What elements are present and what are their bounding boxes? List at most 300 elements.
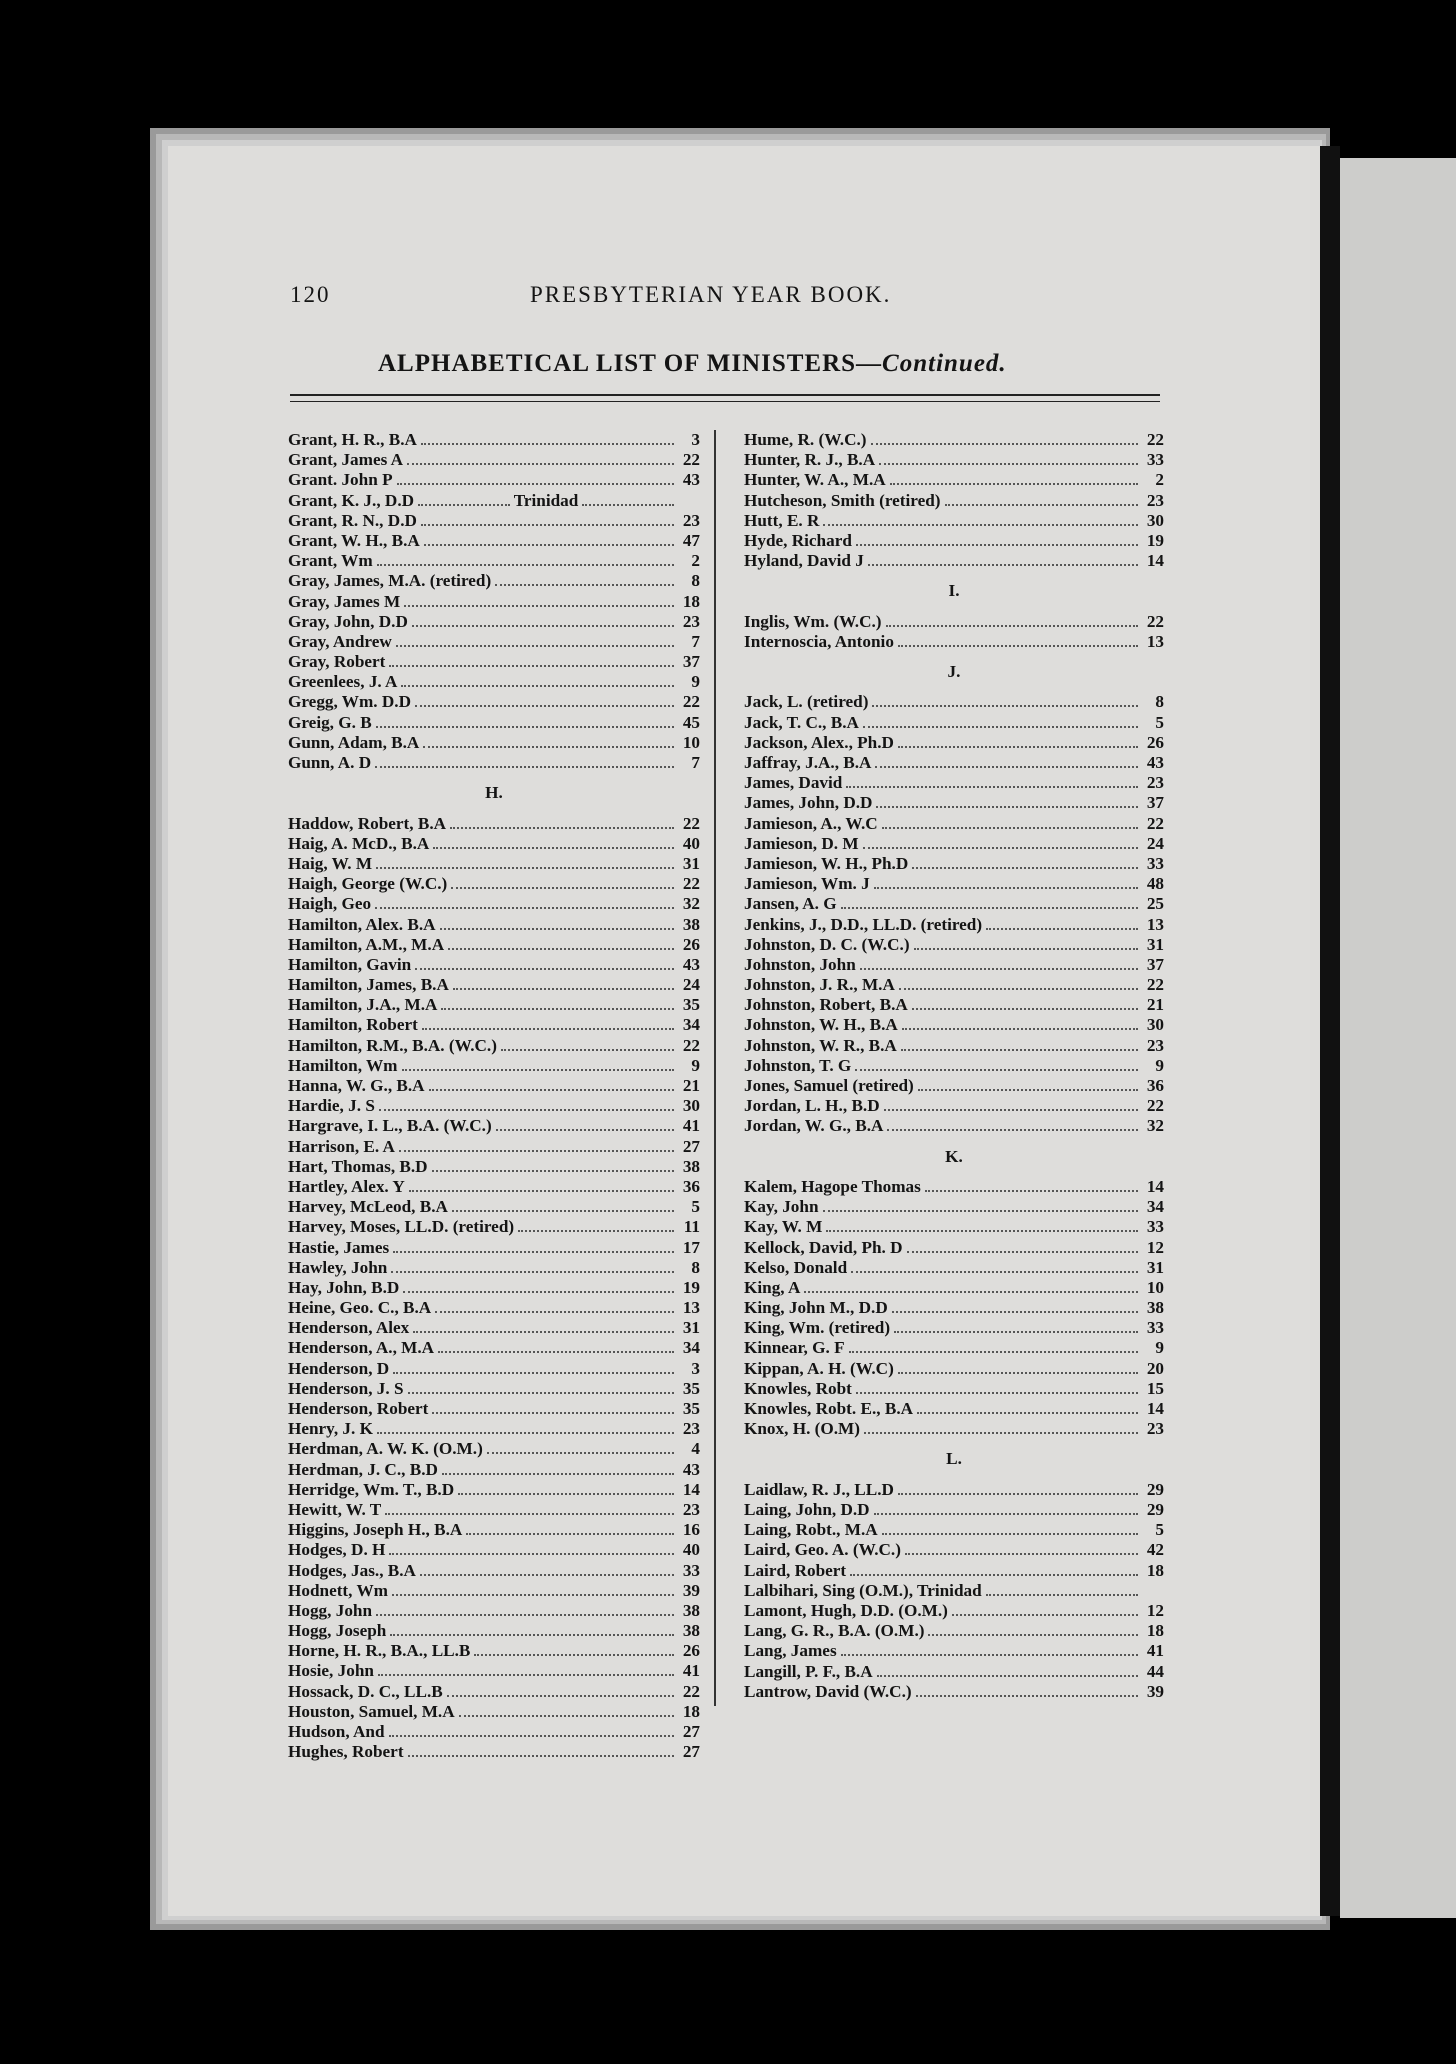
minister-entry (288, 894, 700, 914)
dot-leader (872, 693, 1138, 707)
minister-entry (744, 1561, 1164, 1581)
dot-leader (912, 855, 1138, 869)
dot-leader (423, 734, 674, 748)
dot-leader (390, 1622, 674, 1636)
dot-leader (856, 1380, 1138, 1394)
minister-entry (288, 1661, 700, 1681)
title-main: ALPHABETICAL LIST OF MINISTERS— (378, 350, 883, 377)
presbytery-number: 31 (1146, 1257, 1164, 1277)
presbytery-number: 22 (1146, 813, 1164, 833)
minister-name: Jamieson, A., W.C (744, 813, 878, 833)
minister-entry (288, 1076, 700, 1096)
presbytery-number: 37 (682, 652, 700, 672)
minister-name: Hume, R. (W.C.) (744, 430, 867, 449)
presbytery-number: 26 (682, 1641, 700, 1661)
minister-name: Lamont, Hugh, D.D. (O.M.) (744, 1600, 948, 1620)
dot-leader (422, 1016, 674, 1030)
minister-entry (288, 1258, 700, 1278)
minister-entry (744, 1581, 1164, 1601)
minister-entry (288, 1621, 700, 1641)
dot-leader (823, 1198, 1138, 1212)
minister-entry (288, 450, 700, 470)
minister-name: Hutcheson, Smith (retired) (744, 490, 941, 510)
dot-leader (420, 1562, 674, 1576)
minister-name: Gray, Andrew (288, 631, 392, 651)
dot-leader (855, 1057, 1138, 1071)
presbytery-number: 38 (682, 914, 700, 934)
minister-name: Heine, Geo. C., B.A (288, 1298, 432, 1318)
dot-leader (882, 815, 1138, 829)
presbytery-number: 11 (683, 1217, 700, 1237)
presbytery-number: 14 (682, 1479, 700, 1499)
dot-leader (378, 1662, 674, 1676)
presbytery-number: 22 (682, 1681, 700, 1701)
dot-leader (928, 1622, 1138, 1636)
minister-entry (288, 1298, 700, 1318)
dot-leader (418, 492, 510, 506)
presbytery-number: 23 (1146, 1035, 1164, 1055)
dot-leader (408, 1380, 674, 1394)
dot-leader (389, 1541, 674, 1555)
minister-entry (288, 692, 700, 712)
presbytery-number: 27 (682, 1742, 700, 1762)
minister-name: Hanna, W. G., B.A (288, 1076, 425, 1096)
minister-name: King, John M., D.D (744, 1298, 888, 1318)
minister-entry (744, 430, 1164, 450)
presbytery-number: 38 (682, 1621, 700, 1641)
minister-entry (288, 1641, 700, 1661)
minister-entry (744, 551, 1164, 571)
dot-leader (823, 512, 1138, 526)
minister-name: Kinnear, G. F (744, 1338, 845, 1358)
minister-name: Laidlaw, R. J., LL.D (744, 1479, 894, 1499)
presbytery-number: 7 (691, 631, 700, 651)
minister-entry (744, 793, 1164, 813)
minister-name: Jack, T. C., B.A (744, 712, 859, 732)
presbytery-number: 5 (1155, 1520, 1164, 1540)
presbytery-number: 22 (1146, 1096, 1164, 1116)
minister-entry (744, 854, 1164, 874)
minister-entry (288, 491, 700, 511)
presbytery-number: 4 (691, 1439, 700, 1459)
minister-entry (744, 1076, 1164, 1096)
minister-entry (744, 894, 1164, 914)
minister-entry (744, 1217, 1164, 1237)
minister-name: Herridge, Wm. T., B.D (288, 1479, 455, 1499)
dot-leader (850, 1562, 1138, 1576)
minister-name: Hamilton, Wm (288, 1055, 398, 1075)
minister-name: Henderson, Robert (288, 1399, 429, 1419)
minister-name: Hamilton, Robert (288, 1015, 418, 1035)
dot-leader (440, 916, 674, 930)
section-letter: I. (948, 581, 960, 601)
minister-entry (744, 1338, 1164, 1358)
minister-entry (288, 814, 700, 834)
minister-entry (288, 1278, 700, 1298)
minister-name: Grant, H. R., B.A (288, 430, 417, 449)
title-rule (290, 394, 1160, 396)
minister-entry (288, 1419, 700, 1439)
minister-name: Jamieson, Wm. J (744, 874, 870, 894)
minister-name: Jamieson, D. M (744, 833, 859, 853)
minister-name: Gray, James M (288, 591, 401, 611)
presbytery-number: 37 (1146, 793, 1164, 813)
dot-leader (421, 431, 674, 445)
minister-entry (744, 1662, 1164, 1682)
dot-leader (433, 835, 674, 849)
minister-name: Hart, Thomas, B.D (288, 1156, 428, 1176)
minister-name: Johnston, Robert, B.A (744, 995, 908, 1015)
presbytery-number: 25 (1146, 894, 1164, 914)
dot-leader (518, 1218, 674, 1232)
presbytery-number: 13 (1146, 914, 1164, 934)
minister-name: Haigh, Geo (288, 894, 372, 914)
minister-entry (288, 592, 700, 612)
minister-entry (744, 1419, 1164, 1439)
presbytery-number: 40 (682, 833, 700, 853)
presbytery-number: 22 (682, 874, 700, 894)
presbytery-number: 3 (691, 430, 700, 449)
dot-leader (864, 1420, 1138, 1434)
minister-name: Henderson, Alex (288, 1318, 410, 1338)
minister-name: Gregg, Wm. D.D (288, 692, 412, 712)
presbytery-number: 22 (682, 450, 700, 470)
presbytery-number: 32 (682, 894, 700, 914)
dot-leader (459, 1703, 674, 1717)
minister-entry (288, 652, 700, 672)
minister-entry (744, 995, 1164, 1015)
dot-leader (397, 471, 674, 485)
minister-name: Gunn, A. D (288, 753, 372, 772)
presbytery-number: 5 (1155, 712, 1164, 732)
minister-entry (288, 1722, 700, 1742)
minister-name: Hamilton, J.A., M.A (288, 995, 438, 1015)
presbytery-number: 33 (1146, 1318, 1164, 1338)
minister-name: Johnston, D. C. (W.C.) (744, 934, 910, 954)
minister-name: Haigh, George (W.C.) (288, 874, 448, 894)
minister-name: Johnston, W. H., B.A (744, 1015, 898, 1035)
minister-entry (744, 814, 1164, 834)
minister-name: Haddow, Robert, B.A (288, 813, 447, 833)
dot-leader (849, 1339, 1138, 1353)
minister-name: Lalbihari, Sing (O.M.), Trinidad (744, 1580, 982, 1600)
left-column (288, 430, 700, 1762)
page-number: 120 (290, 282, 331, 307)
minister-name: Hogg, Joseph (288, 1621, 387, 1641)
dot-leader (868, 552, 1138, 566)
title-rule-thin (290, 401, 1160, 402)
minister-name: Jamieson, W. H., Ph.D (744, 853, 909, 873)
minister-name: Hogg, John (288, 1600, 373, 1620)
minister-entry (744, 450, 1164, 470)
presbytery-number: 33 (682, 1560, 700, 1580)
presbytery-number: 35 (682, 1399, 700, 1419)
dot-leader (403, 1279, 674, 1293)
dot-leader (438, 1339, 674, 1353)
minister-entry (744, 1036, 1164, 1056)
presbytery-number: 41 (682, 1661, 700, 1681)
dot-leader (918, 1077, 1138, 1091)
minister-name: Haig, A. McD., B.A (288, 833, 430, 853)
presbytery-number: 42 (1146, 1540, 1164, 1560)
presbytery-number: 5 (691, 1197, 700, 1217)
minister-entry (744, 834, 1164, 854)
dot-leader (407, 451, 674, 465)
dot-leader (902, 1016, 1138, 1030)
dot-leader (377, 1420, 674, 1434)
minister-entry (288, 1157, 700, 1177)
dot-leader (496, 1117, 674, 1131)
presbytery-number: 37 (1146, 954, 1164, 974)
minister-name: Gunn, Adam, B.A (288, 732, 420, 752)
presbytery-number: 26 (1146, 732, 1164, 752)
minister-entry (288, 1318, 700, 1338)
minister-name: Gray, John, D.D (288, 611, 408, 631)
presbytery-number: 23 (1146, 1419, 1164, 1439)
dot-leader (401, 673, 674, 687)
presbytery-number: 34 (1146, 1197, 1164, 1217)
minister-name: Johnston, T. G (744, 1055, 852, 1075)
minister-name: Knox, H. (O.M) (744, 1419, 861, 1439)
minister-name: Johnston, J. R., M.A (744, 975, 895, 995)
minister-name: Hyland, David J (744, 551, 864, 571)
dot-leader (952, 1602, 1138, 1616)
presbytery-number: 22 (1146, 975, 1164, 995)
presbytery-number: 13 (682, 1298, 700, 1318)
minister-entry (744, 733, 1164, 753)
minister-name: Gray, James, M.A. (retired) (288, 571, 492, 591)
dot-leader (846, 774, 1138, 788)
presbytery-number: 31 (682, 853, 700, 873)
running-header (290, 282, 930, 322)
presbytery-number: 19 (682, 1277, 700, 1297)
minister-entry (288, 1137, 700, 1157)
facing-page-edge (1340, 158, 1456, 1918)
dot-leader (376, 714, 674, 728)
minister-entry (288, 1682, 700, 1702)
minister-entry (288, 1581, 700, 1601)
presbytery-number: 40 (682, 1540, 700, 1560)
minister-name: Jordan, L. H., B.D (744, 1096, 880, 1116)
dot-leader (890, 471, 1138, 485)
dot-leader (841, 1642, 1138, 1656)
minister-entry (288, 1056, 700, 1076)
minister-name: Jansen, A. G (744, 894, 837, 914)
dot-leader (408, 1743, 674, 1757)
minister-name: King, Wm. (retired) (744, 1318, 891, 1338)
minister-entry (288, 632, 700, 652)
dot-leader (404, 593, 674, 607)
minister-name: Hawley, John (288, 1257, 388, 1277)
dot-leader (448, 936, 674, 950)
minister-name: Kelso, Donald (744, 1257, 848, 1277)
minister-name: Jack, L. (retired) (744, 692, 869, 712)
dot-leader (377, 552, 674, 566)
minister-name: Harvey, McLeod, B.A (288, 1197, 448, 1217)
presbytery-number: 9 (691, 1055, 700, 1075)
minister-name: Grant, Wm (288, 551, 373, 571)
minister-name: Grant, R. N., D.D (288, 510, 417, 530)
dot-leader (379, 1097, 674, 1111)
dot-leader (447, 1683, 674, 1697)
minister-name: Greenlees, J. A (288, 672, 398, 692)
presbytery-number: 33 (1146, 853, 1164, 873)
minister-entry (744, 1682, 1164, 1702)
dot-leader (389, 1723, 674, 1737)
minister-name: Kay, W. M (744, 1217, 823, 1237)
dot-leader (495, 572, 674, 586)
minister-entry (288, 1096, 700, 1116)
presbytery-number: 39 (1146, 1681, 1164, 1701)
dot-leader (413, 1319, 674, 1333)
presbytery-number: 38 (682, 1600, 700, 1620)
dot-leader (876, 794, 1138, 808)
minister-name: Hamilton, A.M., M.A (288, 934, 445, 954)
presbytery-number: 27 (682, 1722, 700, 1742)
dot-leader (887, 1117, 1138, 1131)
dot-leader (487, 1440, 674, 1454)
presbytery-number: 24 (1146, 833, 1164, 853)
presbytery-number: 34 (682, 1338, 700, 1358)
minister-name: Jordan, W. G., B.A (744, 1116, 884, 1136)
dot-leader (582, 492, 674, 506)
minister-name: Henderson, J. S (288, 1378, 404, 1398)
presbytery-number: 32 (1146, 1116, 1164, 1136)
minister-name: Hodges, Jas., B.A (288, 1560, 416, 1580)
presbytery-number: 14 (1146, 1399, 1164, 1419)
minister-entry (288, 1561, 700, 1581)
presbytery-number: 20 (1146, 1358, 1164, 1378)
dot-leader (898, 633, 1138, 647)
dot-leader (442, 1461, 674, 1475)
dot-leader (905, 1541, 1138, 1555)
minister-name: Laird, Robert (744, 1560, 847, 1580)
minister-name: Hamilton, Gavin (288, 954, 412, 974)
dot-leader (874, 875, 1138, 889)
minister-name: Lang, James (744, 1641, 837, 1661)
dot-leader (466, 1521, 674, 1535)
minister-entry (288, 1702, 700, 1722)
minister-entry (288, 1217, 700, 1237)
presbytery-number: 43 (682, 470, 700, 490)
minister-entry (288, 1742, 700, 1762)
dot-leader (871, 431, 1138, 445)
dot-leader (432, 1400, 674, 1414)
presbytery-number: 26 (682, 934, 700, 954)
minister-entry (288, 1379, 700, 1399)
minister-entry (744, 632, 1164, 652)
minister-name: Grant. John P (288, 470, 393, 490)
minister-entry (744, 1520, 1164, 1540)
dot-leader (912, 996, 1138, 1010)
minister-entry (744, 1379, 1164, 1399)
dot-leader (884, 1097, 1138, 1111)
minister-entry (744, 935, 1164, 955)
section-letter: L. (946, 1449, 962, 1469)
dot-leader (986, 1582, 1138, 1596)
presbytery-number: 8 (691, 571, 700, 591)
presbytery-number: 30 (1146, 1015, 1164, 1035)
presbytery-number: 10 (1146, 1277, 1164, 1297)
presbytery-number: 18 (682, 591, 700, 611)
minister-entry (288, 1500, 700, 1520)
presbytery-number: 14 (1146, 1176, 1164, 1196)
minister-entry (744, 1096, 1164, 1116)
minister-entry (288, 1540, 700, 1560)
presbytery-number: 47 (682, 530, 700, 550)
minister-name: Hudson, And (288, 1722, 385, 1742)
presbytery-number: 23 (682, 611, 700, 631)
minister-name: Hunter, W. A., M.A (744, 470, 886, 490)
presbytery-number: 23 (682, 510, 700, 530)
minister-name: Lantrow, David (W.C.) (744, 1681, 912, 1701)
dot-leader (863, 835, 1138, 849)
minister-name: Knowles, Robt (744, 1378, 852, 1398)
dot-leader (441, 996, 674, 1010)
minister-name: Hartley, Alex. Y (288, 1176, 405, 1196)
minister-name: Hyde, Richard (744, 530, 852, 550)
minister-name: Inglis, Wm. (W.C.) (744, 611, 882, 631)
minister-entry (288, 1480, 700, 1500)
presbytery-number: 9 (691, 672, 700, 692)
presbytery-number: 23 (1146, 773, 1164, 793)
presbytery-number: 13 (1146, 631, 1164, 651)
presbytery-number: 19 (1146, 530, 1164, 550)
minister-entry (288, 1601, 700, 1621)
minister-name: Harrison, E. A (288, 1136, 395, 1156)
dot-leader (882, 1521, 1138, 1535)
presbytery-number: 23 (1146, 490, 1164, 510)
minister-entry (288, 672, 700, 692)
minister-name: Jackson, Alex., Ph.D (744, 732, 894, 752)
minister-name: Kippan, A. H. (W.C) (744, 1358, 894, 1378)
minister-entry (288, 713, 700, 733)
minister-entry (288, 874, 700, 894)
dot-leader (453, 976, 674, 990)
dot-leader (826, 1218, 1138, 1232)
dot-leader (376, 1602, 674, 1616)
dot-leader (376, 855, 674, 869)
dot-leader (412, 613, 674, 627)
minister-entry (288, 834, 700, 854)
minister-entry (744, 753, 1164, 773)
presbytery-number: 3 (691, 1358, 700, 1378)
presbytery-number: 29 (1146, 1500, 1164, 1519)
minister-entry (744, 1399, 1164, 1419)
minister-entry (288, 1015, 700, 1035)
presbytery-number: 12 (1146, 1600, 1164, 1620)
dot-leader (435, 1299, 674, 1313)
dot-leader (851, 1259, 1138, 1273)
minister-entry (288, 551, 700, 571)
minister-entry (744, 1238, 1164, 1258)
presbytery-number: 24 (682, 975, 700, 995)
presbytery-number: 36 (682, 1176, 700, 1196)
running-head: PRESBYTERIAN YEAR BOOK. (530, 282, 892, 307)
minister-entry (744, 713, 1164, 733)
minister-entry (744, 874, 1164, 894)
title-continued: Continued. (882, 350, 1007, 377)
minister-entry (744, 1278, 1164, 1298)
minister-entry (288, 733, 700, 753)
minister-entry (744, 773, 1164, 793)
presbytery-number: 39 (682, 1580, 700, 1600)
minister-name: Lang, G. R., B.A. (O.M.) (744, 1621, 925, 1641)
minister-name: Laird, Geo. A. (W.C.) (744, 1540, 901, 1560)
minister-name: Hughes, Robert (288, 1742, 404, 1762)
presbytery-number: 2 (691, 551, 700, 571)
minister-entry (288, 915, 700, 935)
